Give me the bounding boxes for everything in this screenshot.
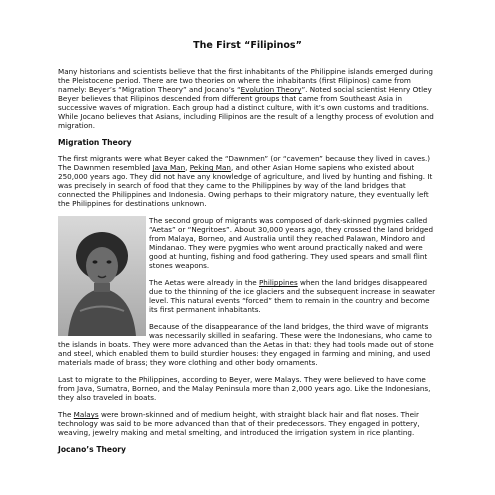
java-man-link[interactable]: Java Man [152, 163, 186, 172]
aetas-paragraph: The second group of migrants was composed of dark-skinned pygmies called “Aetas” or “Negritoes”. About 30,000 years ago, they crossed the land bridged from Malaya, Borneo, and Australia until they reached Palawan, Mindoro and Mindanao. They were pygmies who went around practically naked and were good at hunting, fishing and food gathering. They used spears and small flint stones weapons. [149, 216, 434, 270]
aetas-text-2: when the land bridges disappeared due to the thinning of the ice glaciers and the subsequent increase in seawater level. This natural events “forced” them to remain in the country and become its first permanent inhabitants. [149, 278, 436, 314]
malays-migration-paragraph: Last to migrate to the Philippines, according to Beyer, were Malays. They were believed to have come from Java, Sumatra, Borneo, and the Malay Peninsula more than 2,000 years ago. Like the Indonesians, they also traveled in boats. [58, 375, 431, 402]
malays-text-2: were brown-skinned and of medium height, with straight black hair and flat noses. Their technology was said to be more advanced than that of their predecessors. They engaged in pottery, weaving, jewelry making and metal smelting, and introduced the irrigation system in rice planting. [58, 410, 420, 437]
migration-theory-heading: Migration Theory [58, 138, 132, 147]
dawnmen-text-1: The first migrants were what Beyer caked the “Dawnmen” (or “cavemen” because they lived in caves.) The Dawnmen resembled [58, 154, 431, 172]
intro-paragraph [58, 67, 437, 130]
dawnmen-text-3: , and other Asian Home sapiens who existed about 250,000 years ago. They did not have any knowledge of agriculture, and lived by hunting and fishing. It was precisely in search of food that they came to the Philippines by way of the land bridges that connected the Philippines and Indonesia. Owing perhaps to their migratory nature, they eventually left the Philippines for destinations unknown. [58, 163, 433, 208]
philippines-link[interactable]: Philippines [258, 278, 298, 287]
aeta-woman-photo [58, 216, 146, 336]
page-title: The First “Filipinos” [193, 40, 302, 51]
intro-text-end: ”. Noted social scientist Henry Otley Beyer believes that Filipinos descended from different groups that came from Southeast Asia in successive waves of migration. Each group had a distinct culture, with it’s own customs and traditions. While Jocano believes that Asians, including Filipinos are the result of a lengthy process of evolution and migration. [58, 85, 434, 130]
intro-text-start: Many historians and scientists believe that the first inhabitants of the Philippine islands emerged during the Pleistocene period. There are two theories on where the inhabitants (first Filipinos) came from namely: Beyer’s “Migration Theory” and Jocano’s “ [58, 67, 433, 94]
dawnmen-text-2: , [185, 163, 190, 172]
indonesians-paragraph: Because of the disappearance of the land bridges, the third wave of migrants was necessarily skilled in seafaring. These were the Indonesians, who came to the islands in boats. They were more advanced than the Aetas in that: they had tools made out of stone and steel, which enabled them to build sturdier houses: they engaged in farming and mining, and used materials made of brass; they wore clothing and other body ornaments. [58, 322, 434, 367]
jocano-theory-heading: Jocano’s Theory [58, 445, 126, 454]
aeta-woman-photo-icon [58, 216, 146, 336]
malays-description-paragraph [58, 410, 437, 437]
dawnmen-paragraph [58, 154, 437, 208]
aetas-text-1: The Aetas were already in the [149, 278, 259, 287]
evolution-theory-link[interactable]: Evolution Theory [240, 85, 302, 94]
peking-man-link[interactable]: Peking Man [189, 163, 231, 172]
malays-link[interactable]: Malays [73, 410, 99, 419]
malays-text-1: The [58, 410, 74, 419]
